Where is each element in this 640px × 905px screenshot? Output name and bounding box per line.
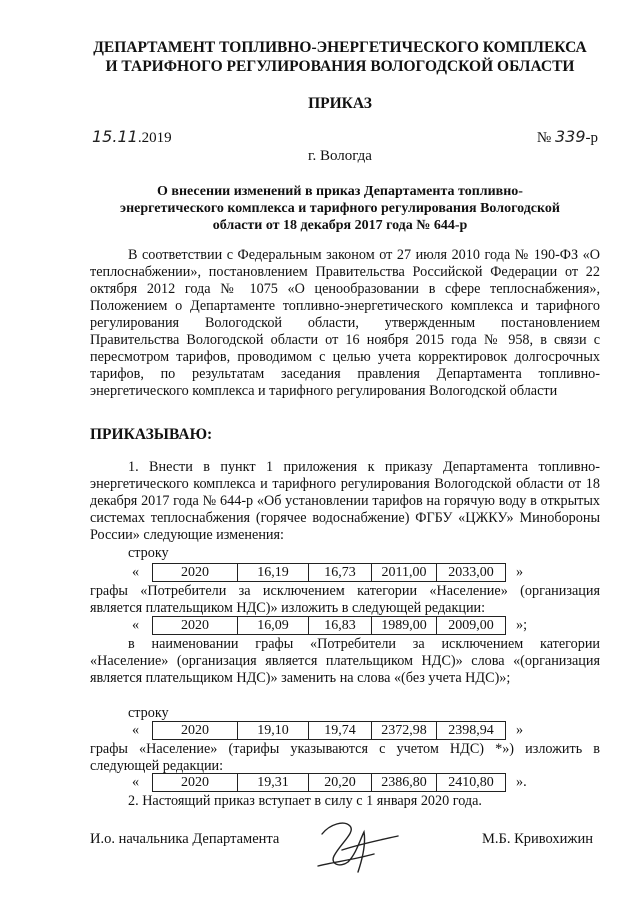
values-table-1 <box>152 563 506 582</box>
cell-year: 2020 <box>153 722 238 740</box>
value-row-4 <box>132 773 527 792</box>
value-row-3 <box>132 721 523 740</box>
open-quote: « <box>132 564 140 580</box>
order-subject <box>85 183 595 234</box>
value-row-1 <box>132 563 523 582</box>
cell-value: 16,73 <box>309 564 372 582</box>
subject-line-3: области от 18 декабря 2017 года № 644-р <box>212 218 468 233</box>
stroku-label-2: строку <box>128 705 169 721</box>
department-header <box>60 38 620 76</box>
cell-year: 2020 <box>153 617 238 635</box>
cell-value: 2398,94 <box>437 722 506 740</box>
cell-value: 2009,00 <box>437 617 506 635</box>
close-quote: ». <box>516 774 527 790</box>
cell-value: 1989,00 <box>372 617 437 635</box>
naming-change-text: в наименовании графы «Потребители за исключением категории «Население» (организация является плательщиком НДС)» слова «(организация является плательщиком НДС)» заменить на слова «(без учета НДС)»; <box>90 636 600 686</box>
open-quote: « <box>132 617 140 633</box>
subject-line-2: энергетического комплекса и тарифного регулирования Вологодской <box>120 201 560 216</box>
cell-value: 2386,80 <box>372 774 437 792</box>
order-date <box>92 128 172 147</box>
close-quote: » <box>516 722 524 738</box>
value-row-2 <box>132 616 527 635</box>
graph-1-text: графы «Потребители за исключением категории «Население» (организация является плательщиком НДС)» изложить в следующей редакции: <box>90 583 600 616</box>
cell-year: 2020 <box>153 564 238 582</box>
order-number <box>537 128 598 147</box>
cell-year: 2020 <box>153 774 238 792</box>
cell-value: 16,19 <box>238 564 309 582</box>
number-suffix: -р <box>585 130 598 146</box>
subject-line-1: О внесении изменений в приказ Департамента топливно- <box>157 184 523 199</box>
cell-value: 2033,00 <box>437 564 506 582</box>
cell-value: 2372,98 <box>372 722 437 740</box>
signatory-name: М.Б. Кривохижин <box>482 831 593 847</box>
stroku-label-1: строку <box>128 545 169 561</box>
handwritten-date: 15.11 <box>92 127 138 146</box>
header-line-2: И ТАРИФНОГО РЕГУЛИРОВАНИЯ ВОЛОГОДСКОЙ ОБЛАСТИ <box>105 58 575 75</box>
open-quote: « <box>132 774 140 790</box>
values-table-2 <box>152 616 506 635</box>
item-2-paragraph: 2. Настоящий приказ вступает в силу с 1 января 2020 года. <box>128 793 482 809</box>
header-line-1: ДЕПАРТАМЕНТ ТОПЛИВНО-ЭНЕРГЕТИЧЕСКОГО КОМПЛЕКСА <box>93 39 587 56</box>
cell-value: 20,20 <box>309 774 372 792</box>
close-quote: »; <box>516 617 528 633</box>
printed-year: .2019 <box>137 130 172 146</box>
close-quote: » <box>516 564 524 580</box>
values-table-4 <box>152 773 506 792</box>
handwritten-number: 339 <box>554 127 586 146</box>
cell-value: 19,74 <box>309 722 372 740</box>
number-prefix: № <box>536 130 552 146</box>
cell-value: 2011,00 <box>372 564 437 582</box>
open-quote: « <box>132 722 140 738</box>
graph-2-text: графы «Население» (тарифы указываются с учетом НДС) *») изложить в следующей редакции: <box>90 741 600 774</box>
signatory-position: И.о. начальника Департамента <box>90 831 280 847</box>
order-word: ПРИКАЗЫВАЮ: <box>90 426 213 443</box>
preamble-paragraph: В соответствии с Федеральным законом от 27 июля 2010 года № 190-ФЗ «О теплоснабжении», постановлением Правительства Российской Федерации от 22 октября 2012 года № 1075 «О ценообразовании в сфере теплоснабжения», Положением о Департаменте топливно-энергетического комплекса и тарифного регулирования Вологодской области, утвержденным постановлением Правительства Вологодской области от 16 ноября 2015 года № 958, в связи с пересмотром тарифов, проводимом с целью учета корректировок долгосрочных тарифов, по результатам заседания правления Департамента топливно-энергетического комплекса и тарифного регулирования Вологодской области <box>90 247 600 399</box>
handwritten-signature <box>300 810 410 880</box>
document-type: ПРИКАЗ <box>308 95 372 112</box>
cell-value: 2410,80 <box>437 774 506 792</box>
cell-value: 19,10 <box>238 722 309 740</box>
item-1-paragraph: 1. Внести в пункт 1 приложения к приказу Департамента топливно-энергетического комплекса и тарифного регулирования Вологодской области от 18 декабря 2017 года № 644-р «Об установлении тарифов на горячую воду в открытых системах теплоснабжения (горячее водоснабжение) ФГБУ «ЦЖКУ» Минобороны России» следующие изменения: <box>90 459 600 543</box>
values-table-3 <box>152 721 506 740</box>
cell-value: 16,83 <box>309 617 372 635</box>
cell-value: 16,09 <box>238 617 309 635</box>
cell-value: 19,31 <box>238 774 309 792</box>
city: г. Вологда <box>308 148 372 164</box>
